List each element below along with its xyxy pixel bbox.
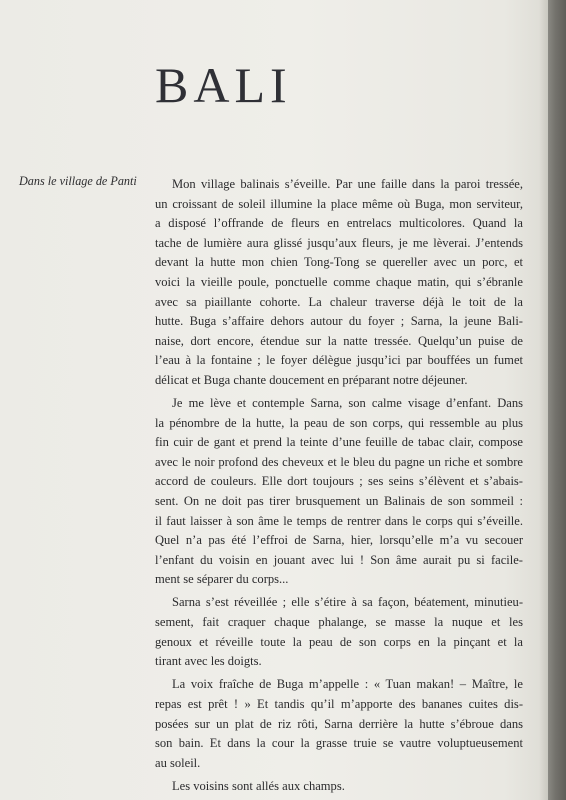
text-line: posées sur un plat de riz rôti, Sarna derrière la hutte s’ébroue dans [155,716,523,731]
paragraph [155,593,523,671]
paragraph [155,675,523,773]
text-line: naise, dort encore, étendue sur la natte tressée. Quelqu’un puise de [155,333,523,348]
margin-note: Dans le village de Panti [19,174,137,188]
text-line: Quel n’a pas été l’effroi de Sarna, hier, lorsqu’elle m’a vu secouer [155,533,523,548]
text-line: il faut laisser à son âme le temps de rentrer dans le corps qui s’éveille. [155,513,523,528]
text-line: repas est prêt ! » Et tandis qu’il m’apporte des bananes cuites dis- [155,696,523,711]
text-line: la pénombre de la hutte, la peau de son corps, qui ressemble au plus [155,415,523,430]
text-line: Je me lève et contemple Sarna, son calme visage d’enfant. Dans [172,396,523,411]
text-line: son bain. Et dans la cour la grasse truie se vautre voluptueusement [155,736,523,751]
text-line: sement, fait craquer chaque phalange, se masse la nuque et les [155,615,523,630]
text-line: devant la hutte mon chien Tong-Tong se quereller avec un porc, et [155,255,523,270]
paragraph [155,175,523,391]
text-line: genoux et réveille toute la peau de son corps en la pinçant et la [155,634,523,649]
text-line: La voix fraîche de Buga m’appelle : « Tuan makan! – Maître, le [172,677,523,692]
text-line: ment se séparer du corps... [155,572,289,587]
text-line: l’enfant du voisin en jouant avec lui ! Son âme aurait pu si facile- [155,552,523,567]
text-line: au soleil. [155,755,201,770]
text-line: tirant avec les doigts. [155,654,262,669]
page-edge [539,0,548,800]
paragraph [155,777,523,797]
text-line: un croissant de soleil illumine la place même où Buga, mon serviteur, [155,196,523,211]
text-line: Sarna s’est réveillée ; elle s’étire à sa façon, béatement, minutieu- [172,595,523,610]
text-line: avec sa piaillante cohorte. La chaleur traverse déjà le toit de la [155,294,523,309]
text-line: Mon village balinais s’éveille. Par une faille dans la paroi tressée, [172,177,523,191]
text-line: tache de lumière aura glissé jusqu’aux fleurs, je me lèverai. J’entends [155,235,523,250]
chapter-title: BALI [155,57,292,113]
paragraph [155,394,523,590]
text-line: délicat et Buga chante doucement en préparant notre déjeuner. [155,372,468,387]
text-line: voici la vieille poule, ponctuelle comme chaque matin, qui s’ébranle [155,274,523,289]
text-line: avec le noir profond des cheveux et le bleu du pagne un riche et sombre [155,454,523,469]
text-line: fin cuir de gant et prend la teinte d’une feuille de tabac clair, compose [155,435,523,450]
body-text [155,175,523,800]
text-line: l’eau à la fontaine ; le foyer délègue jusqu’ici par bouffées un fumet [155,353,523,368]
text-line: accord de couleurs. Elle dort toujours ; ses seins s’élèvent et s’abais- [155,474,523,489]
text-line: hutte. Buga s’affaire dehors autour du foyer ; Sarna, la jeune Bali- [155,314,523,329]
text-line: Les voisins sont allés aux champs. [172,778,345,793]
text-line: sent. On ne doit pas tirer brusquement un Balinais de son sommeil : [155,494,523,508]
book-gutter-shadow [548,0,566,800]
text-line: a disposé l’offrande de fleurs en entrelacs multicolores. Quand la [155,216,523,231]
